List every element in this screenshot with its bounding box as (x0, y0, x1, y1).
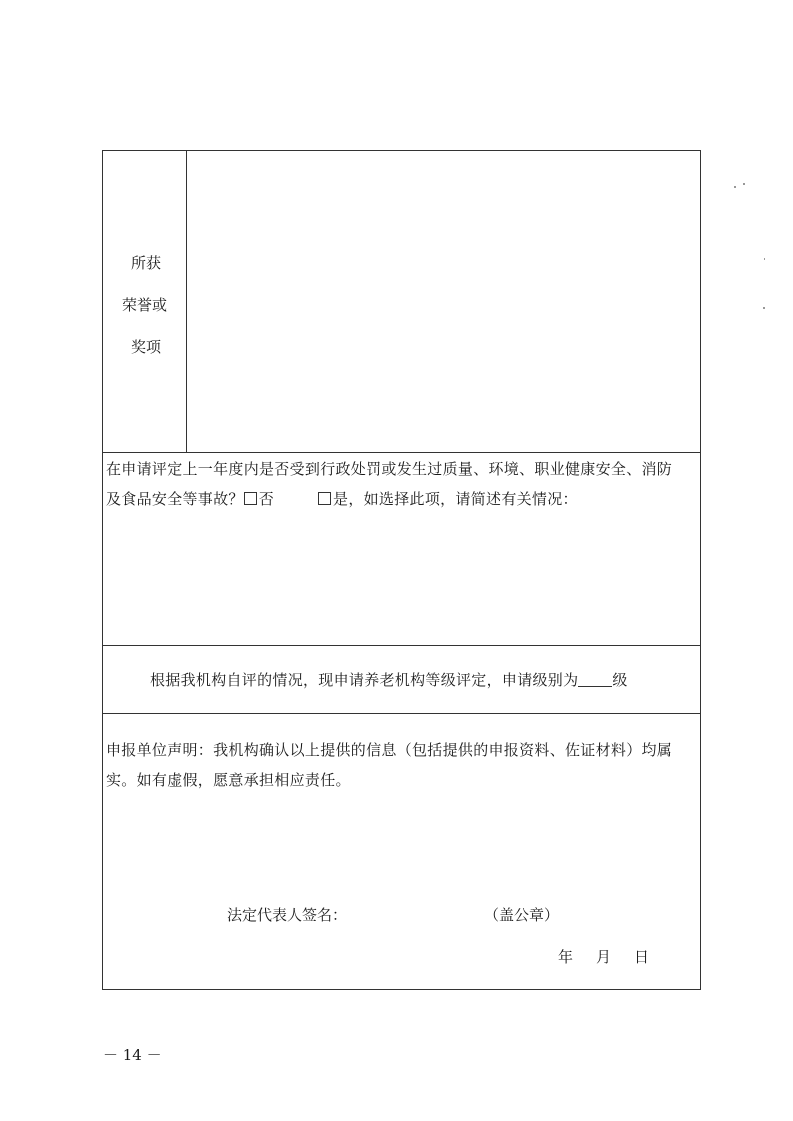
accident-question-line-2 (106, 484, 698, 514)
no-option-label: 否 (258, 490, 275, 508)
signature-label: 法定代表人签名： (227, 906, 348, 924)
scan-speck (764, 258, 765, 260)
level-statement (150, 670, 628, 690)
scan-speck (743, 183, 745, 185)
date-year: 年 (558, 948, 574, 966)
row-divider-2 (102, 645, 701, 646)
seal-label: （盖公章） (484, 906, 560, 924)
honors-label-line-2: 荣誉或 (122, 296, 168, 314)
level-blank-field[interactable] (578, 672, 612, 687)
scan-speck (734, 186, 736, 188)
page-number: － 14 － (103, 1046, 162, 1064)
accident-question-line-1: 在申请评定上一年度内是否受到行政处罚或发生过质量、环境、职业健康安全、消防 (106, 460, 673, 478)
row-divider-3 (102, 713, 701, 714)
level-suffix: 级 (612, 671, 628, 689)
declaration-line-2: 实。如有虚假，愿意承担相应责任。 (106, 771, 351, 789)
honors-column-divider (186, 150, 187, 452)
scan-speck (763, 307, 765, 309)
yes-option-label: 是，如选择此项，请简述有关情况： (333, 490, 578, 508)
level-statement-text: 根据我机构自评的情况，现申请养老机构等级评定，申请级别为 (150, 671, 579, 689)
date-day: 日 (634, 948, 650, 966)
row-divider-1 (102, 452, 701, 453)
date-month: 月 (596, 948, 612, 966)
declaration-line-1: 申报单位声明：我机构确认以上提供的信息（包括提供的申报资料、佐证材料）均属 (106, 741, 673, 759)
accident-question-line-2-text: 及食品安全等事故？ (106, 490, 244, 508)
accident-question (106, 454, 698, 514)
declaration-statement (106, 735, 698, 795)
honors-label-line-3: 奖项 (131, 338, 162, 356)
honors-content-cell[interactable] (188, 152, 699, 450)
yes-checkbox[interactable] (318, 492, 331, 505)
no-checkbox[interactable] (244, 492, 257, 505)
honors-label-line-1: 所获 (131, 254, 162, 272)
